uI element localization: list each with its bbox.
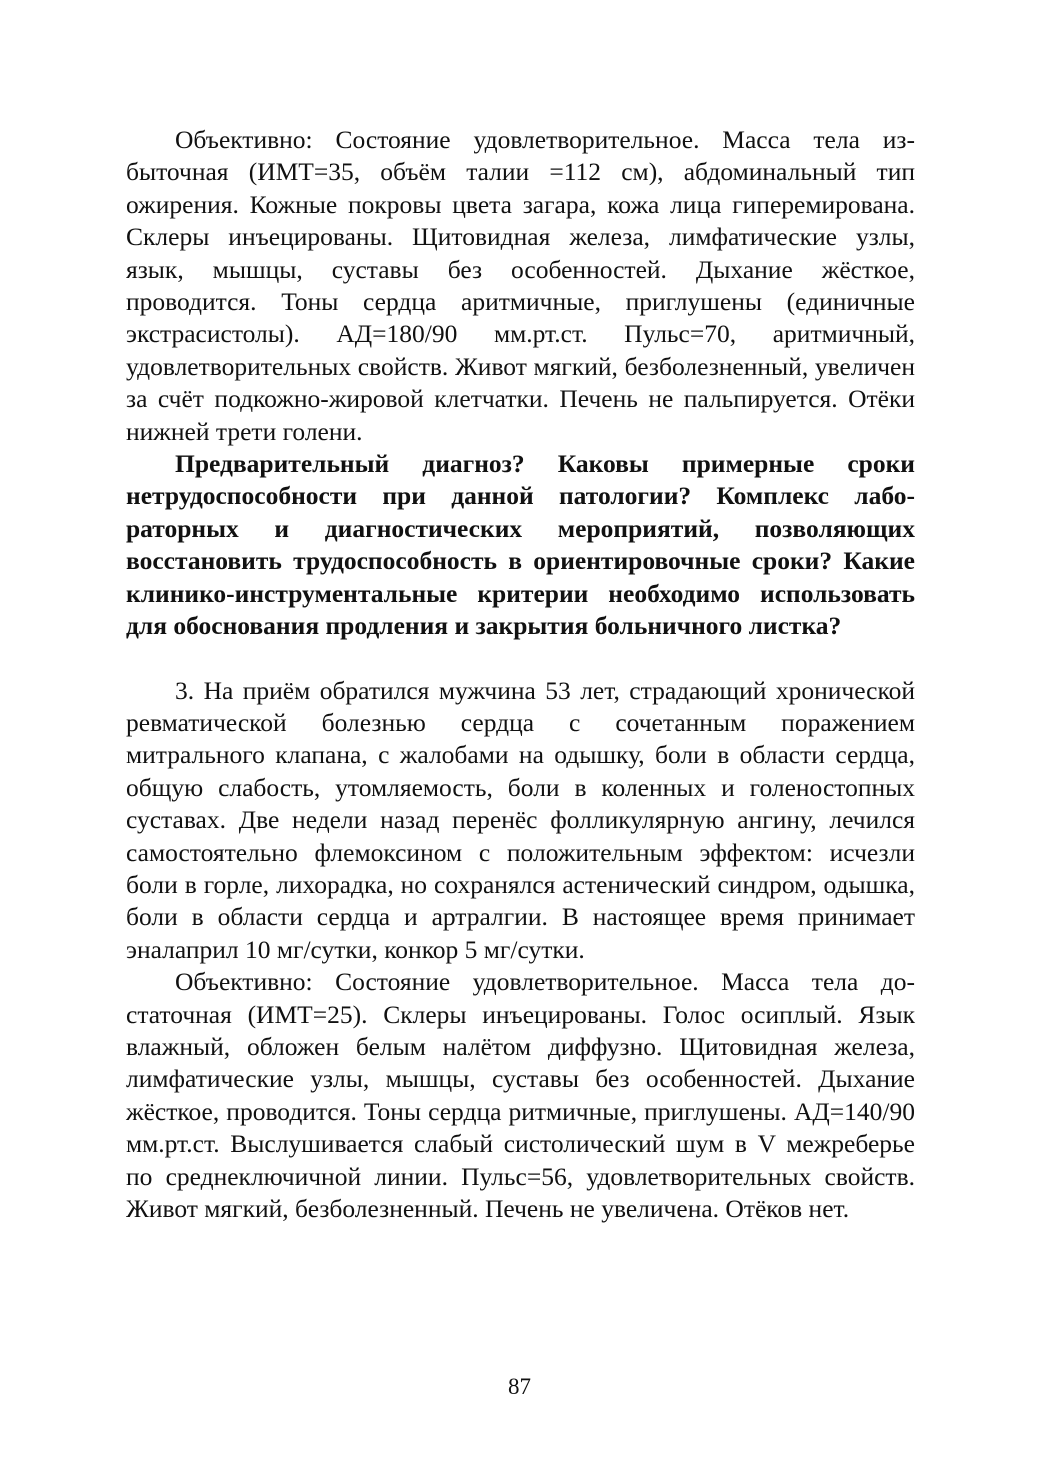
objective-paragraph-1: Объективно: Состояние удовлетворительное. Масса тела избыточная (ИМТ=35, объём талии =112 см), абдоминальный тип ожирения. Кожные покровы цвета загара, кожа лица гиперемирована. Склеры инъецированы. Щитовидная железа, лимфатические узлы, язык, мышцы, суставы без особенностей. Дыхание жёсткое, проводится. Тоны сердца аритмичные, приглушены (единичные экстрасистолы). АД=180/90 мм.рт.ст. Пульс=70, аритмичный, удовлетворительных свойств. Живот мягкий, безболезненный, увеличен за счёт подкожно-жировой клетчатки. Печень не пальпируется. Отёки нижней трети голени. [126,125,915,446]
objective-paragraph-3: Объективно: Состояние удовлетворительное. Масса тела достаточная (ИМТ=25). Склеры инъецированы. Голос осиплый. Язык влажный, обложен белым налётом диффузно. Щитовидная железа, лимфатические узлы, мышцы, суставы без особенностей. Дыхание жёсткое, проводится. Тоны сердца ритмичные, приглушены. АД=140/90 мм.рт.ст. Выслушивается слабый систолический шум в V межреберье по среднеключичной линии. Пульс=56, удовлетворительных свойств. Живот мягкий, безболезненный. Печень не увеличена. Отёков нет. [126,967,915,1223]
page-body [126,124,915,1225]
case-3-paragraph: 3. На приём обратился мужчина 53 лет, страдающий хронической ревматической болезнью сердца с сочетанным поражением митрального клапана, с жалобами на одышку, боли в области сердца, общую слабость, утомляемость, боли в коленных и голеностопных суставах. Две недели назад перенёс фолликулярную ангину, лечился самостоятельно флемоксином с положительным эффектом: исчезли боли в горле, лихорадка, но сохранялся астенический синдром, одышка, боли в области сердца и артралгии. В настоящее время принимает эналаприл 10 мг/сутки, конкор 5 мг/сутки. [126,675,915,964]
questions-paragraph-1: Предварительный диагноз? Каковы примерные сроки нетрудоспособности при данной патологии? Комплекс лабораторных и диагностических мероприятий, позволяющих восстановить трудоспособность в ориентировочные сроки? Какие клинико-инструментальные критерии необходимо использовать для обоснования продления и закрытия больничного листка? [126,449,915,641]
section-gap [126,643,915,675]
page-number: 87 [508,1374,531,1399]
